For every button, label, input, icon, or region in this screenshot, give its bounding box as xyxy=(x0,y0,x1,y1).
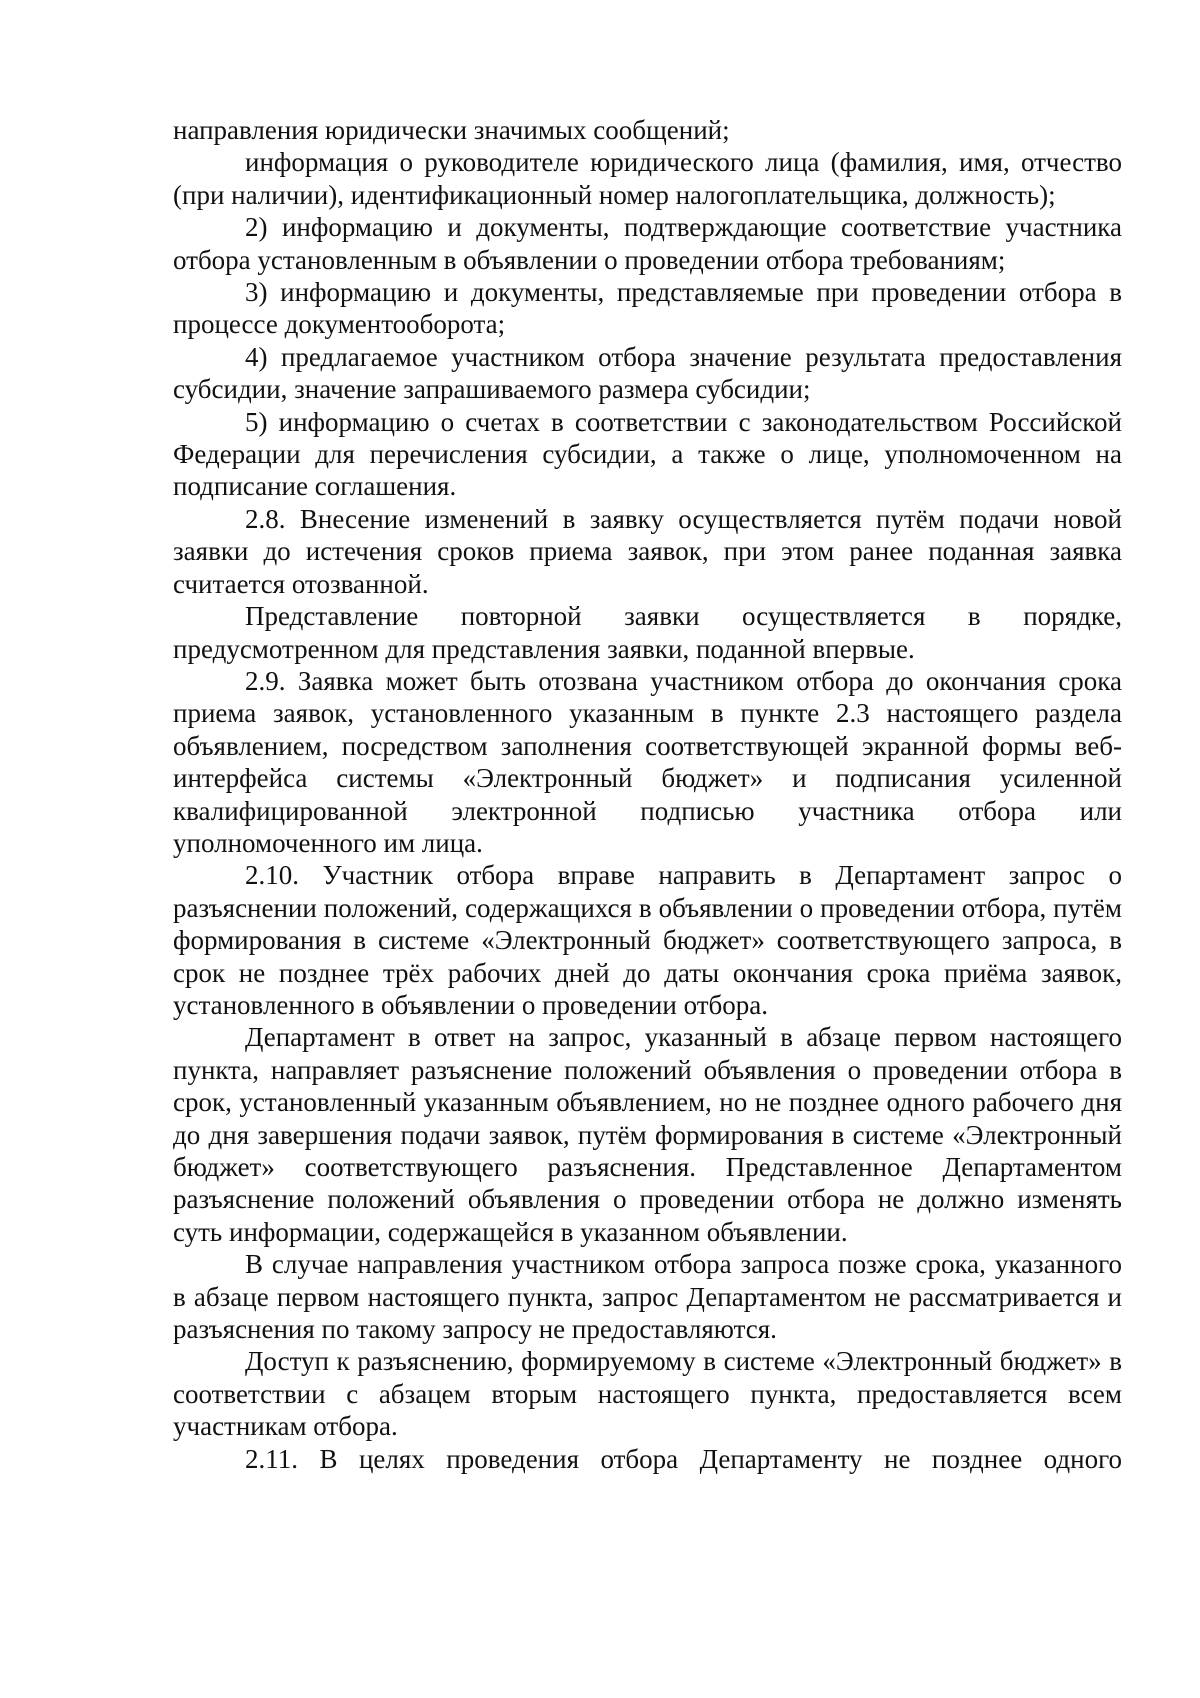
paragraph-10: 2.10. Участник отбора вправе направить в Департамент запрос о разъяснении положений, содержащихся в объявлении о проведении отбора, путём формирования в системе «Электронный бюджет» соответствующего запроса, в срок не позднее трёх рабочих дней до даты окончания срока приёма заявок, установленного в объявлении о проведении отбора. xyxy=(173,860,1122,1020)
paragraph-5: 4) предлагаемое участником отбора значение результата предоставления субсидии, значение запрашиваемого размера субсидии; xyxy=(173,341,1122,405)
paragraph-3: 2) информацию и документы, подтверждающие соответствие участника отбора установленным в объявлении о проведении отбора требованиям; xyxy=(173,212,1122,275)
paragraph-12: В случае направления участником отбора запроса позже срока, указанного в абзаце первом настоящего пункта, запрос Департаментом не рассматривается и разъяснения по такому запросу не предоставляются. xyxy=(173,1249,1122,1345)
paragraph-4: 3) информацию и документы, представляемые при проведении отбора в процессе документооборота; xyxy=(173,277,1122,340)
paragraph-8: Представление повторной заявки осуществляется в порядке, предусмотренном для представления заявки, поданной впервые. xyxy=(173,601,1122,664)
paragraph-11: Департамент в ответ на запрос, указанный в абзаце первом настоящего пункта, направляет разъяснение положений объявления о проведении отбора в срок, установленный указанным объявлением, но не позднее одного рабочего дня до дня завершения подачи заявок, путём формирования в системе «Электронный бюджет» соответствующего разъяснения. Представленное Департаментом разъяснение положений объявления о проведении отбора не должно изменять суть информации, содержащейся в указанном объявлении. xyxy=(173,1022,1122,1247)
paragraph-9: 2.9. Заявка может быть отозвана участником отбора до окончания срока приема заявок, установленного указанным в пункте 2.3 настоящего раздела объявлением, посредством заполнения соответствующей экранной формы веб-интерфейса системы «Электронный бюджет» и подписания усиленной квалифицированной электронной подписью участника отбора или уполномоченного им лица. xyxy=(173,665,1122,858)
paragraph-2: информация о руководителе юридического лица (фамилия, имя, отчество (при наличии), идентификационный номер налогоплательщика, должность); xyxy=(173,147,1122,210)
paragraph-13: Доступ к разъяснению, формируемому в системе «Электронный бюджет» в соответствии с абзацем вторым настоящего пункта, предоставляется всем участникам отбора. xyxy=(173,1346,1122,1442)
paragraph-7: 2.8. Внесение изменений в заявку осуществляется путём подачи новой заявки до истечения сроков приема заявок, при этом ранее поданная заявка считается отозванной. xyxy=(173,503,1122,599)
paragraph-14: 2.11. В целях проведения отбора Департаменту не позднее одного xyxy=(245,1443,1122,1474)
paragraph-6: 5) информацию о счетах в соответствии с законодательством Российской Федерации для перечисления субсидии, а также о лице, уполномоченном на подписание соглашения. xyxy=(173,406,1122,502)
paragraph-1: направления юридически значимых сообщений; xyxy=(173,115,730,145)
document-body xyxy=(173,114,1122,1475)
